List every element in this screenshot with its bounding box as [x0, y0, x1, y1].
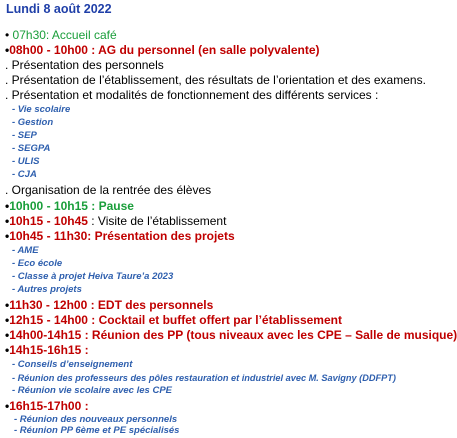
item-text: Organisation de la rentrée des élèves [11, 183, 212, 197]
item-text: Présentation et modalités de fonctionnement des différents services : [11, 88, 379, 102]
page-title: Lundi 8 août 2022 [6, 2, 112, 16]
sub-item: - ULIS [12, 156, 40, 167]
schedule-item-visit [5, 214, 226, 228]
item-text: : Visite de l’établissement [87, 214, 227, 228]
sub-item: - Vie scolaire [12, 104, 71, 115]
schedule-item-pause [5, 199, 134, 213]
sub-item: - Réunion des nouveaux personnels [14, 414, 178, 425]
item-text: 10h45 - 11h30: Présentation des projets [9, 229, 235, 243]
sub-item: - Réunion des professeurs des pôles restauration et industriel avec M. Savigny (DDFPT) [12, 373, 396, 383]
sub-item: - Réunion vie scolaire avec les CPE [12, 385, 172, 396]
item-text: 08h00 - 10h00 : AG du personnel (en salle polyvalente) [9, 43, 320, 57]
bullet: . [5, 183, 12, 197]
sub-item: - Eco école [12, 258, 63, 269]
agenda-point [5, 73, 426, 87]
bullet: • [5, 43, 10, 57]
bullet: • [5, 214, 10, 228]
item-text: 16h15-17h00 : [9, 399, 89, 413]
item-text: 14h00-14h15 : Réunion des PP (tous niveaux avec les CPE – Salle de musique) [9, 328, 457, 342]
bullet: • [5, 328, 10, 342]
schedule-item-edt [5, 298, 213, 312]
schedule-item-welcome [5, 28, 117, 42]
sub-item: - Classe à projet Heiva Taure’a 2023 [12, 271, 174, 282]
bullet: • [5, 343, 10, 357]
item-text: 14h15-16h15 : [9, 343, 89, 357]
sub-item: - Conseils d’enseignement [12, 359, 133, 370]
agenda-point [5, 58, 164, 72]
sub-item: - Autres projets [12, 284, 82, 295]
schedule-item-projects [5, 229, 235, 243]
item-text: 11h30 - 12h00 : EDT des personnels [9, 298, 214, 312]
bullet: . [5, 73, 12, 87]
item-time: 10h15 - 10h45 [9, 214, 88, 228]
sub-item: - CJA [12, 169, 37, 180]
schedule-item-pp-meeting [5, 328, 457, 342]
bullet: • [5, 399, 10, 413]
item-text: 12h15 - 14h00 : Cocktail et buffet offert par l’établissement [9, 313, 342, 327]
item-text: 07h30: Accueil café [12, 28, 117, 42]
schedule-item-late-afternoon [5, 399, 89, 413]
agenda-point [5, 183, 211, 197]
sub-item: - SEP [12, 130, 37, 141]
bullet: • [5, 28, 13, 42]
sub-item: - AME [12, 245, 39, 256]
bullet: • [5, 298, 10, 312]
sub-item: - SEGPA [12, 143, 51, 154]
sub-item: - Réunion PP 6ème et PE spécialisés [14, 425, 180, 436]
schedule-item-cocktail [5, 313, 342, 327]
bullet: . [5, 58, 12, 72]
agenda-point [5, 88, 378, 102]
bullet: • [5, 229, 10, 243]
schedule-item-afternoon [5, 343, 89, 357]
bullet: . [5, 88, 12, 102]
schedule-item-general-assembly [5, 43, 320, 57]
bullet: • [5, 313, 10, 327]
item-text: Présentation de l’établissement, des résultats de l’orientation et des examens. [11, 73, 426, 87]
sub-item: - Gestion [12, 117, 54, 128]
item-text: 10h00 - 10h15 : Pause [9, 199, 134, 213]
bullet: • [5, 199, 10, 213]
item-text: Présentation des personnels [11, 58, 164, 72]
